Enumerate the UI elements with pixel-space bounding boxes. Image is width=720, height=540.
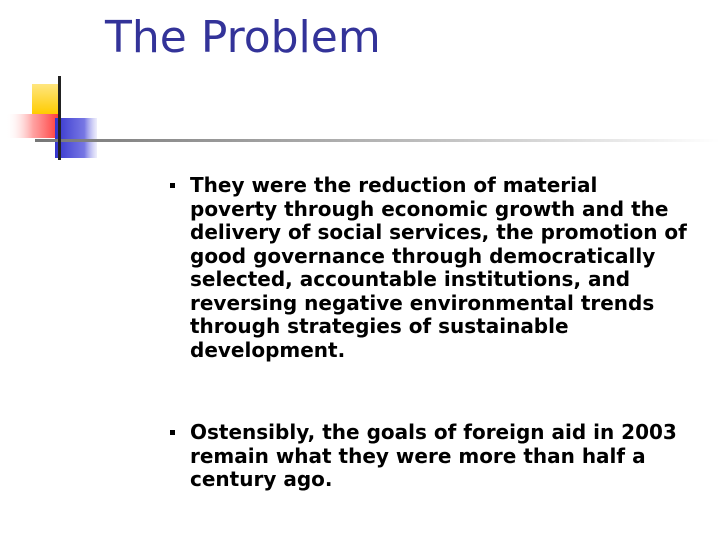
bullet-list [170,174,690,492]
yellow-block [32,84,60,114]
square-bullet-icon [170,430,175,435]
square-bullet-icon [170,183,175,188]
bullet-text: They were the reduction of material poverty through economic growth and the delivery of social services, the promotion of good governance through democratically selected, accountable institutions, and reversing negative environmental trends through strategies of sustainable development. [190,173,687,362]
bullet-item [170,421,690,492]
red-block [6,114,60,138]
horizontal-rule [35,139,720,142]
slide-title: The Problem [105,12,381,63]
vertical-rule [58,76,61,160]
corner-decoration [0,70,720,170]
bullet-text: Ostensibly, the goals of foreign aid in 2003 remain what they were more than half a century ago. [190,420,677,491]
blue-block [55,118,97,158]
bullet-item [170,174,690,362]
